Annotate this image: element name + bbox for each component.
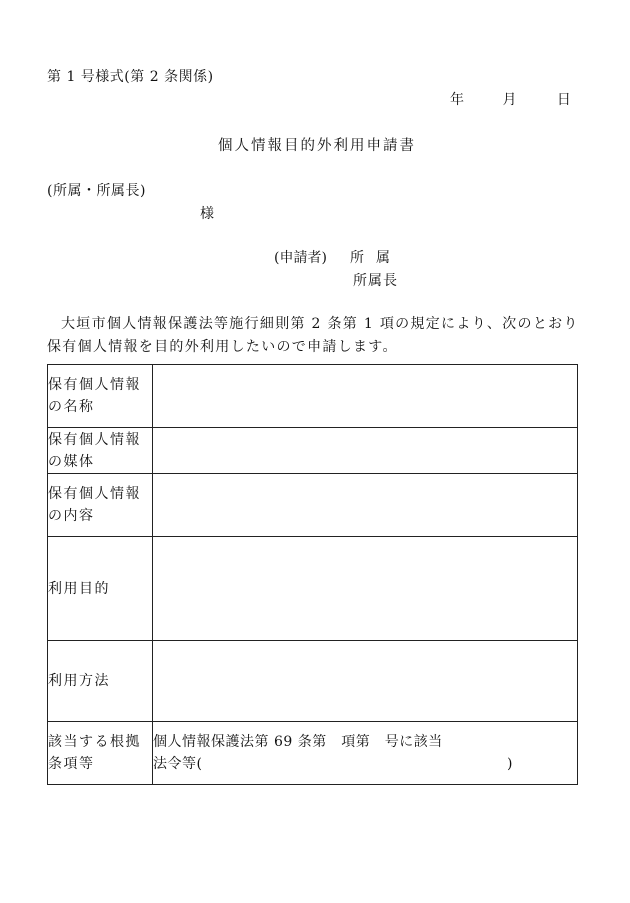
date-year-label: 年 — [450, 92, 464, 108]
legal-basis-line1: 個人情報保護法第 69 条第 項第 号に該当 — [153, 734, 443, 750]
date-month-label: 月 — [502, 92, 517, 108]
legal-basis-line2 — [153, 753, 513, 775]
row-value-content[interactable] — [153, 474, 578, 537]
legal-basis-open: 法令等( — [153, 756, 203, 772]
row-label-purpose: 利用目的 — [48, 537, 153, 641]
row-label-method: 利用方法 — [48, 641, 153, 722]
application-form-table — [47, 364, 578, 785]
table-row — [48, 641, 578, 722]
table-row — [48, 722, 578, 785]
table-row — [48, 365, 578, 428]
legal-basis-close: ) — [507, 756, 513, 772]
row-value-legal-basis[interactable] — [153, 722, 578, 785]
row-label-content: 保有個人情報の内容 — [48, 474, 153, 537]
document-title: 個人情報目的外利用申請書 — [218, 138, 416, 154]
applicant-department-head-label: 所属長 — [353, 273, 398, 289]
row-label-name: 保有個人情報の名称 — [48, 365, 153, 428]
intro-paragraph: 大垣市個人情報保護法等施行細則第 2 条第 1 項の規定により、次のとおり保有個人情報を目的外利用したいので申請します。 — [47, 316, 579, 355]
table-row — [48, 474, 578, 537]
table-row — [48, 537, 578, 641]
row-label-medium: 保有個人情報の媒体 — [48, 428, 153, 474]
table-row — [48, 428, 578, 474]
date-day-label: 日 — [556, 92, 571, 108]
applicant-department-label: 所属 — [350, 250, 402, 266]
row-value-medium[interactable] — [153, 428, 578, 474]
row-value-purpose[interactable] — [153, 537, 578, 641]
row-label-legal-basis: 該当する根拠条項等 — [48, 722, 153, 785]
row-value-name[interactable] — [153, 365, 578, 428]
addressee: (所属・所属長) — [47, 183, 146, 199]
date-line — [450, 89, 571, 109]
row-value-method[interactable] — [153, 641, 578, 722]
applicant-label: (申請者) — [274, 250, 327, 266]
form-number: 第 1 号様式(第 2 条関係) — [47, 69, 214, 85]
addressee-honorific: 様 — [200, 206, 214, 222]
